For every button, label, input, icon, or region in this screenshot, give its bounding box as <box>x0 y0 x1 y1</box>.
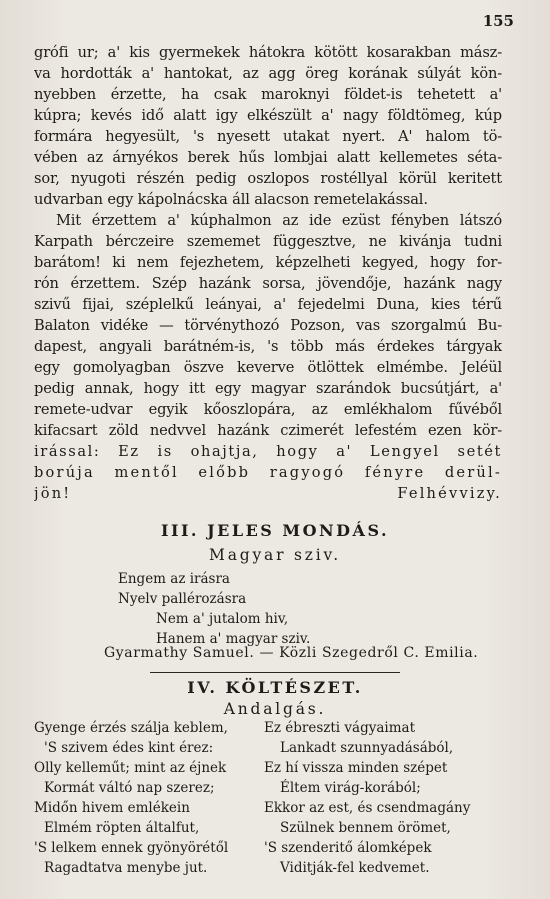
poem-line-right: Lankadt szunnyadásából, <box>280 740 454 756</box>
text-line: Balaton vidéke — törvénythozó Pozson, vas szorgalmú Bu- <box>34 317 502 334</box>
text-line: sor, nyugoti részén pedig oszlopos rostéllyal körül keritett <box>34 170 502 187</box>
page-number: 155 <box>482 12 514 30</box>
text-line: Karpath bérczeire szememet függesztve, ne kivánja tudni <box>34 233 502 250</box>
poem-line-left: Elmém röpten általfut, <box>44 820 200 836</box>
text-line: jön! <box>34 485 72 502</box>
section-subheading: Magyar sziv. <box>209 546 341 564</box>
text-line: rón érzettem. Szép hazánk sorsa, jövendője, hazánk nagy <box>34 275 502 292</box>
author-signature: Felhévvizy. <box>397 485 502 502</box>
text-line: va hordották a' hantokat, az agg öreg korának súlyát kön- <box>34 65 502 82</box>
section-heading: III. JELES MONDÁS. <box>160 521 390 540</box>
text-line: grófi ur; a' kis gyermekek hátokra kötött kosarakban mász- <box>34 44 502 61</box>
text-line: egy gomolyagban öszve keverve ötlöttek elmémbe. Jeléül <box>34 359 502 376</box>
section-heading: IV. KÖLTÉSZET. <box>187 678 363 697</box>
poem-line-right: Szülnek bennem örömet, <box>280 820 451 836</box>
verse-line: Nem a' jutalom hiv, <box>156 611 289 627</box>
text-line: irással: Ez is ohajtja, hogy a' Lengyel setét <box>34 443 502 460</box>
text-line: nyebben érzette, ha csak maroknyi földet-is tehetett a' <box>34 86 502 103</box>
poem-line-left: 'S lelkem ennek gyönyörétől <box>34 840 229 856</box>
quote-credit: Gyarmathy Samuel. — Közli Szegedről C. Emilia. <box>104 645 479 661</box>
poem-line-right: Ekkor az est, és csendmagány <box>264 800 471 816</box>
text-line: formára hegyesült, 's nyesett utakat nyert. A' halom tö- <box>34 128 502 145</box>
text-line: dapest, angyali barátném-is, 's több más érdekes tárgyak <box>34 338 502 355</box>
text-line: remete-udvar egyik kőoszlopára, az emlékhalom fűvéből <box>34 401 502 418</box>
verse-line: Engem az irásra <box>118 571 230 587</box>
verse-line: Hanem a' magyar sziv. <box>156 631 311 647</box>
text-line: vében az árnyékos berek hűs lombjai alatt kellemetes séta- <box>34 149 502 166</box>
text-line: kúpra; kevés idő alatt igy elkészült a' nagy földtömeg, kúp <box>34 107 502 124</box>
section-divider <box>150 672 400 673</box>
poem-line-right: Ez hí vissza minden szépet <box>264 760 448 776</box>
poem-line-right: Ez ébreszti vágyaimat <box>264 720 415 736</box>
text-line: udvarban egy kápolnácska áll alacson remetelakással. <box>34 191 428 208</box>
text-line: pedig annak, hogy itt egy magyar szarándok bucsútjárt, a' <box>34 380 502 397</box>
poem-line-left: 'S szivem édes kint érez: <box>44 740 214 756</box>
text-line: Mit érzettem a' kúphalmon az ide ezüst fényben látszó <box>56 212 502 229</box>
verse-line: Nyelv pallérozásra <box>118 591 247 607</box>
text-line: borúja mentől előbb ragyogó fényre derül- <box>34 464 502 481</box>
text-line: szivű fijai, széplelkű leányai, a' fejedelmi Duna, kies térű <box>34 296 502 313</box>
text-line: kifacsart zöld nedvvel hazánk czimerét lefestém ezen kör- <box>34 422 502 439</box>
poem-line-right: Éltem virág-korából; <box>280 780 421 796</box>
poem-line-left: Gyenge érzés szálja keblem, <box>34 720 228 736</box>
poem-line-right: 'S szenderitő álomképek <box>264 840 432 856</box>
poem-line-left: Olly kelleműt; mint az éjnek <box>34 760 227 776</box>
poem-line-left: Kormát váltó nap szerez; <box>44 780 215 796</box>
poem-line-left: Midőn hivem emlékein <box>34 800 190 816</box>
poem-line-left: Ragadtatva menybe jut. <box>44 860 208 876</box>
section-subheading: Andalgás. <box>223 700 327 718</box>
poem-line-right: Viditják-fel kedvemet. <box>280 860 430 876</box>
text-line: barátom! ki nem fejezhetem, képzelheti kegyed, hogy for- <box>34 254 502 271</box>
